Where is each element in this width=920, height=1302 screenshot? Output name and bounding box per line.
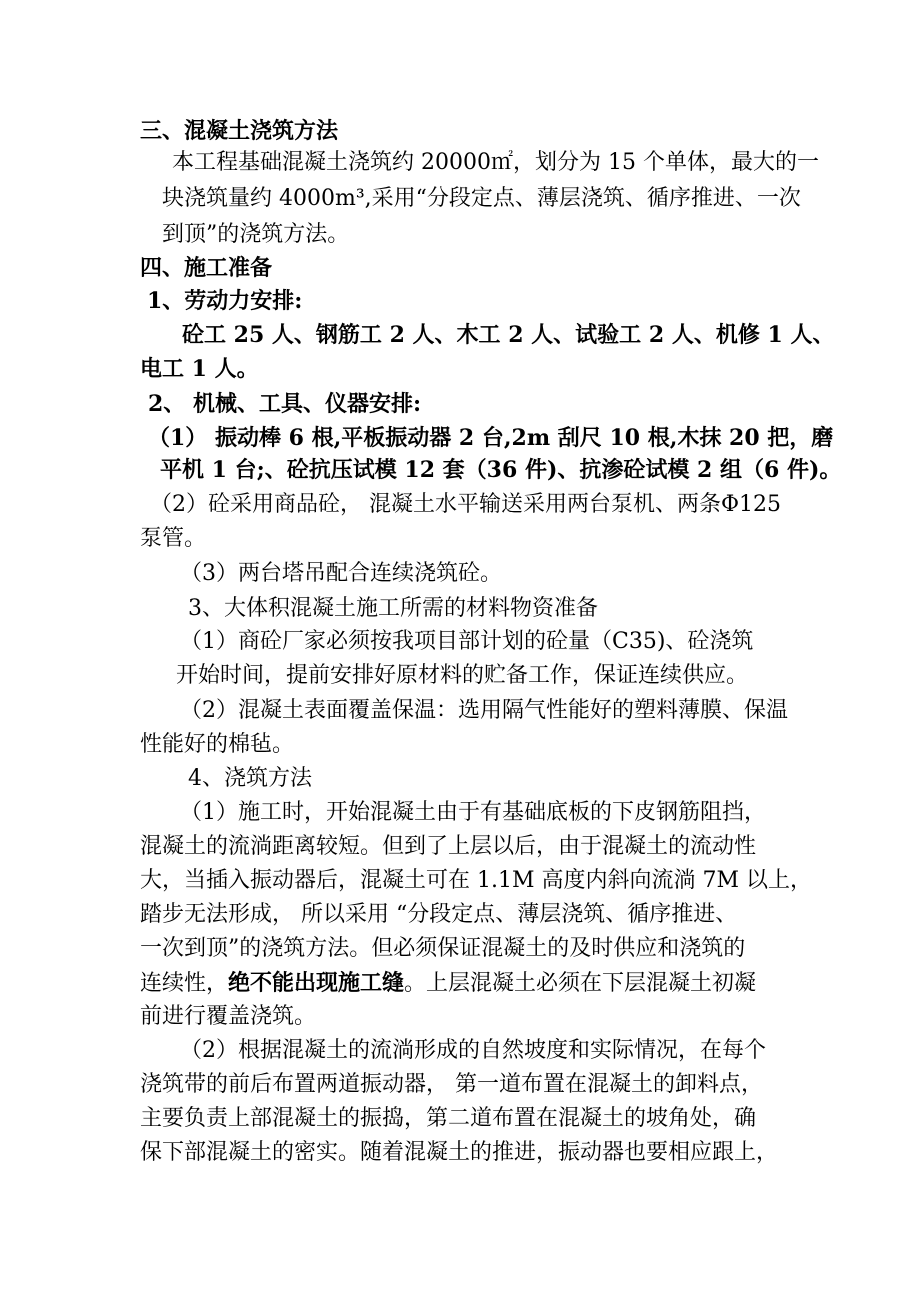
- section-heading-4: 四、施工准备: [140, 255, 273, 281]
- paragraph-text: 连续性，: [140, 971, 229, 996]
- list-item-line: （2）砼采用商品砼， 混凝土水平输送采用两台泵机、两条Φ125: [150, 492, 782, 517]
- paragraph-line: 保下部混凝土的密实。随着混凝土的推进，振动器也要相应跟上，: [140, 1140, 779, 1165]
- subsection-title-4: 4、浇筑方法: [188, 766, 312, 791]
- paragraph-line: （2）根据混凝土的流淌形成的自然坡度和实际情况，在每个: [180, 1038, 766, 1063]
- paragraph-line: 到顶”的浇筑方法。: [162, 222, 350, 247]
- paragraph-line: 一次到顶”的浇筑方法。但必须保证混凝土的及时供应和浇筑的: [140, 936, 746, 961]
- paragraph-line: 大，当插入振动器后，混凝土可在 1.1M 高度内斜向流淌 7M 以上，: [140, 868, 813, 893]
- list-item-line: （1） 振动棒 6 根,平板振动器 2 台,2m 刮尺 10 根,木抹 20 把，磨: [148, 425, 834, 451]
- paragraph-line: 浇筑带的前后布置两道振动器， 第一道布置在混凝土的卸料点，: [140, 1072, 763, 1097]
- list-item-line: 开始时间，提前安排好原材料的贮备工作，保证连续供应。: [176, 663, 749, 688]
- paragraph-line: 砼工 25 人、钢筋工 2 人、木工 2 人、试验工 2 人、机修 1 人、: [182, 322, 835, 348]
- emphasis-text: 绝不能出现施工缝: [228, 970, 405, 996]
- paragraph-text: 。上层混凝土必须在下层混凝土初凝: [404, 971, 757, 996]
- subsection-title-1: 1、劳动力安排:: [147, 288, 303, 314]
- list-item-line: 平机 1 台;、砼抗压试模 12 套（36 件)、抗渗砼试模 2 组（6 件)。: [160, 457, 842, 483]
- list-item-line: 性能好的棉毡。: [140, 732, 295, 757]
- paragraph-line: 本工程基础混凝土浇筑约 20000㎡，划分为 15 个单体，最大的一: [172, 150, 819, 175]
- paragraph-line: 踏步无法形成， 所以采用 “分段定点、薄层浇筑、循序推进、: [140, 902, 738, 927]
- list-item-line: （2）混凝土表面覆盖保温：选用隔气性能好的塑料薄膜、保温: [180, 698, 788, 723]
- section-heading-3: 三、混凝土浇筑方法: [140, 118, 339, 144]
- paragraph-line: [140, 968, 756, 999]
- paragraph-line: （1）施工时，开始混凝土由于有基础底板的下皮钢筋阻挡，: [180, 800, 766, 825]
- paragraph-line: 前进行覆盖浇筑。: [140, 1004, 317, 1029]
- paragraph-line: 电工 1 人。: [140, 356, 259, 382]
- paragraph-line: 混凝土的流淌距离较短。但到了上层以后，由于混凝土的流动性: [140, 834, 757, 859]
- paragraph-line: 主要负责上部混凝土的振捣，第二道布置在混凝土的坡角处，确: [140, 1106, 757, 1131]
- subsection-title-3: 3、大体积混凝土施工所需的材料物资准备: [188, 596, 598, 621]
- paragraph-line: 块浇筑量约 4000m³,采用“分段定点、薄层浇筑、循序推进、一次: [162, 186, 801, 211]
- list-item-line: （1）商砼厂家必须按我项目部计划的砼量（C35)、砼浇筑: [180, 629, 754, 654]
- list-item-line: 泵管。: [140, 526, 207, 551]
- list-item-line: （3）两台塔吊配合连续浇筑砼。: [180, 561, 502, 586]
- subsection-title-2: 2、 机械、工具、仪器安排:: [148, 391, 422, 417]
